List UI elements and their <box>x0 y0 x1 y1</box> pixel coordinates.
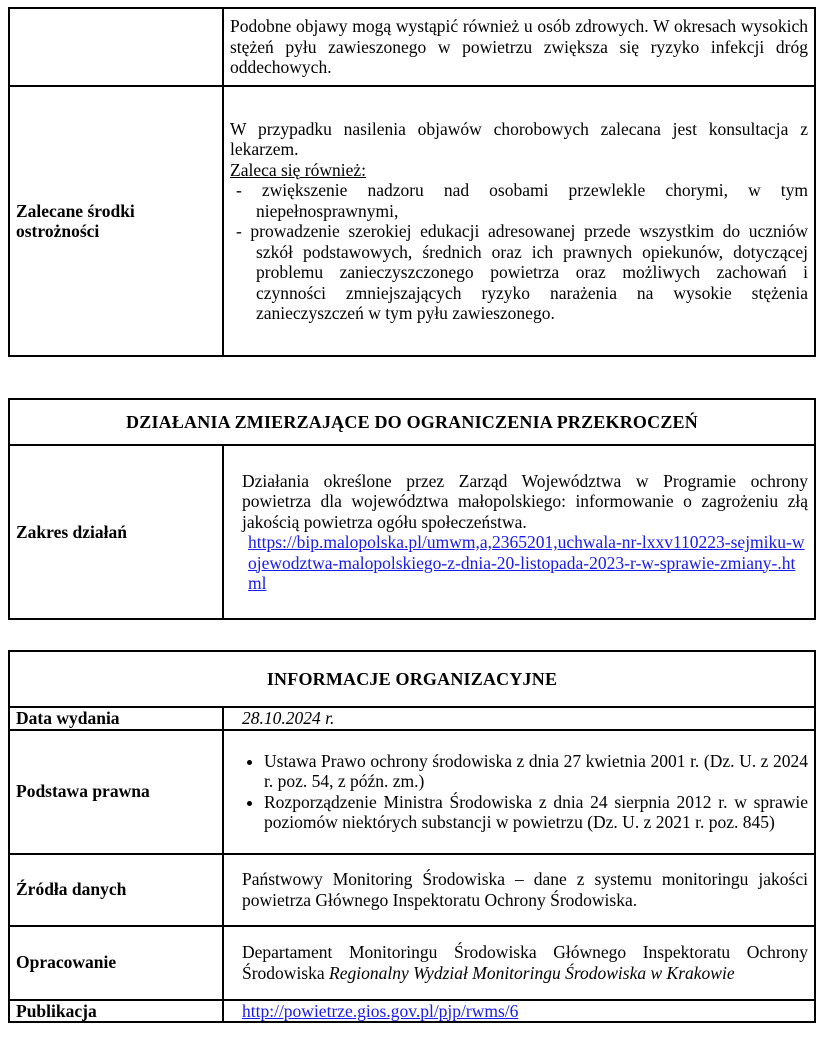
pub-label: Publikacja <box>9 1000 223 1023</box>
precautions-row <box>9 86 815 356</box>
pub-link[interactable]: http://powietrze.gios.gov.pl/pjp/rwms/6 <box>242 1000 519 1021</box>
legal-list <box>230 751 808 833</box>
precautions-intro: W przypadku nasilenia objawów chorobowych zalecana jest konsultacja z lekarzem. <box>230 118 808 159</box>
org-table <box>8 650 816 1023</box>
sources-label: Źródła danych <box>9 854 223 926</box>
prep-value-italic: Regionalny Wydział Monitoringu Środowiska w Krakowie <box>329 962 735 983</box>
actions-row <box>9 445 815 619</box>
date-value: 28.10.2024 r. <box>223 707 815 730</box>
precautions-content <box>223 86 815 356</box>
actions-link[interactable]: https://bip.malopolska.pl/umwm,a,2365201,uchwala-nr-lxxv110223-sejmiku-wojewodztwa-malopolskiego-z-dnia-20-listopada-2023-r-w-sprawie-zmiany-.html <box>248 532 805 593</box>
org-header-row <box>9 651 815 707</box>
date-label: Data wydania <box>9 707 223 730</box>
legal-row <box>9 730 815 854</box>
prep-row <box>9 926 815 1000</box>
actions-header-row <box>9 399 815 445</box>
precautions-label: Zalecane środki ostrożności <box>9 86 223 356</box>
actions-label: Zakres działań <box>9 445 223 619</box>
legal-label: Podstawa prawna <box>9 730 223 854</box>
pub-row <box>9 1000 815 1023</box>
legal-item: • Rozporządzenie Ministra Środowiska z dnia 24 sierpnia 2012 r. w sprawie poziomów niektórych substancji w powietrzu (Dz. U. z 2021 r. poz. 845) <box>264 792 808 833</box>
org-header: INFORMACJE ORGANIZACYJNE <box>9 651 815 707</box>
legal-content <box>223 730 815 854</box>
symptoms-row <box>9 8 815 86</box>
precautions-item: - zwiększenie nadzoru nad osobami przewlekle chorymi, w tym niepełnosprawnymi, <box>236 180 808 221</box>
precautions-also-label: Zaleca się również: <box>230 159 367 180</box>
legal-item: • Ustawa Prawo ochrony środowiska z dnia 27 kwietnia 2001 r. (Dz. U. z 2024 r. poz. 54, z późn. zm.) <box>264 751 808 792</box>
actions-header: DZIAŁANIA ZMIERZAJĄCE DO OGRANICZENIA PRZEKROCZEŃ <box>9 399 815 445</box>
actions-text: Działania określone przez Zarząd Województwa w Programie ochrony powietrza dla województwa małopolskiego: informowanie o zagrożeniu złą jakością powietrza ogółu społeczeństwa. <box>242 470 808 532</box>
sources-row <box>9 854 815 926</box>
sources-value: Państwowy Monitoring Środowiska – dane z systemu monitoringu jakości powietrza Głównego Inspektoratu Ochrony Środowiska. <box>223 854 815 926</box>
precautions-item: - prowadzenie szerokiej edukacji adresowanej przede wszystkim do uczniów szkół podstawowych, średnich oraz ich prawnych opiekunów, dotyczącej problemu zanieczyszczonego powietrza oraz możliwych zachowań i czynności zmniejszających ryzyko narażenia na wysokie stężenia zanieczyszczeń w tym pyłu zawieszonego. <box>236 221 808 323</box>
prep-label: Opracowanie <box>9 926 223 1000</box>
precautions-table <box>8 7 816 357</box>
prep-value <box>223 926 815 1000</box>
pub-content <box>223 1000 815 1023</box>
symptoms-text: Podobne objawy mogą wystąpić również u osób zdrowych. W okresach wysokich stężeń pyłu zawieszonego w powietrzu zwiększa się ryzyko infekcji dróg oddechowych. <box>223 8 815 86</box>
empty-label-cell <box>9 8 223 86</box>
date-row <box>9 707 815 730</box>
actions-content <box>223 445 815 619</box>
actions-table <box>8 398 816 620</box>
prep-value-plain: Departament Monitoringu Środowiska Głównego Inspektoratu Ochrony Środowiska <box>242 942 808 983</box>
